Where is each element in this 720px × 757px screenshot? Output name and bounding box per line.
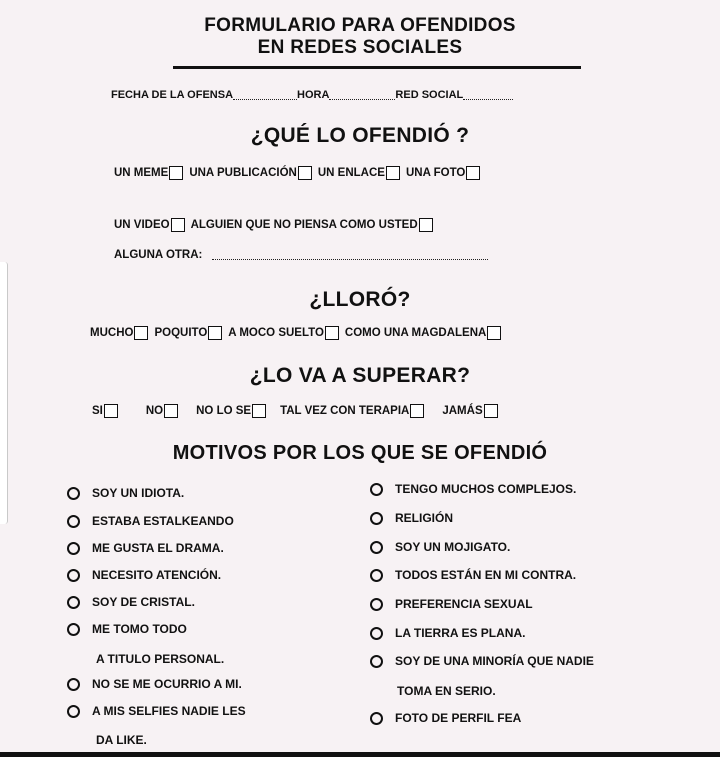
question-lloro: ¿LLORÓ? [309,288,411,311]
checkbox[interactable] [484,404,498,418]
question-que-lo-ofendio: ¿QUÉ LO OFENDIÓ ? [250,124,470,147]
option-publicacion[interactable]: UNA PUBLICACIÓN [189,166,312,180]
form-title-line2: EN REDES SOCIALES [257,37,463,58]
hora-label: HORA [297,89,330,101]
radio-circle[interactable] [67,623,80,636]
checkbox[interactable] [104,404,118,418]
radio-circle[interactable] [67,596,80,609]
motivo-left-6-cont: A TITULO PERSONAL. [96,652,225,666]
checkbox[interactable] [487,326,501,340]
option-magdalena[interactable]: COMO UNA MAGDALENA [345,326,501,340]
fecha-field[interactable] [233,90,297,100]
q3-options-row [92,404,504,418]
radio-circle[interactable] [370,541,383,554]
option-no-lo-se[interactable]: NO LO SE [196,404,266,418]
motivo-right-2[interactable]: RELIGIÓN [370,511,453,525]
radio-circle[interactable] [370,598,383,611]
motivo-right-1[interactable]: TENGO MUCHOS COMPLEJOS. [370,482,576,496]
motivo-right-7-cont: TOMA EN SERIO. [397,684,496,698]
radio-circle[interactable] [67,569,80,582]
motivo-left-2[interactable]: ESTABA ESTALKEANDO [67,514,234,528]
motivo-left-6[interactable]: ME TOMO TODO [67,622,187,636]
option-foto[interactable]: UNA FOTO [406,166,480,180]
checkbox[interactable] [325,326,339,340]
bottom-border [0,752,720,757]
checkbox[interactable] [410,404,424,418]
other-label: ALGUNA OTRA: [114,249,203,261]
radio-circle[interactable] [67,487,80,500]
title-underline [173,66,581,69]
radio-circle[interactable] [370,627,383,640]
red-social-label: RED SOCIAL [395,89,464,101]
checkbox[interactable] [208,326,222,340]
motivo-right-6[interactable]: LA TIERRA ES PLANA. [370,626,525,640]
checkbox[interactable] [298,166,312,180]
radio-circle[interactable] [370,483,383,496]
motivo-left-7[interactable]: NO SE ME OCURRIO A MI. [67,677,242,691]
motivo-right-5[interactable]: PREFERENCIA SEXUAL [370,597,533,611]
other-field[interactable] [212,250,488,260]
radio-circle[interactable] [370,712,383,725]
motivo-right-7[interactable]: SOY DE UNA MINORÍA QUE NADIE [370,654,594,668]
motivo-right-8[interactable]: FOTO DE PERFIL FEA [370,711,521,725]
checkbox[interactable] [171,218,185,232]
option-alguien[interactable]: ALGUIEN QUE NO PIENSA COMO USTED [191,218,433,232]
radio-circle[interactable] [67,542,80,555]
option-no[interactable]: NO [146,404,178,418]
checkbox[interactable] [252,404,266,418]
question-lo-va-a-superar: ¿LO VA A SUPERAR? [249,364,471,387]
hora-field[interactable] [329,90,395,100]
checkbox[interactable] [134,326,148,340]
motivo-left-8-cont: DA LIKE. [96,733,147,747]
radio-circle[interactable] [67,515,80,528]
form-title-line1: FORMULARIO PARA OFENDIDOS [204,15,516,36]
radio-circle[interactable] [370,512,383,525]
option-video[interactable]: UN VIDEO [114,218,185,232]
motivo-left-5[interactable]: SOY DE CRISTAL. [67,595,195,609]
option-jamas[interactable]: JAMÁS [442,404,497,418]
option-terapia[interactable]: TAL VEZ CON TERAPIA [280,404,424,418]
option-mucho[interactable]: MUCHO [90,326,148,340]
option-moco-suelto[interactable]: A MOCO SUELTO [228,326,339,340]
motivo-left-8[interactable]: A MIS SELFIES NADIE LES [67,704,246,718]
option-poquito[interactable]: POQUITO [154,326,222,340]
red-social-field[interactable] [463,90,513,100]
motivo-right-4[interactable]: TODOS ESTÁN EN MI CONTRA. [370,568,576,582]
q1-other-row [114,249,488,261]
q2-options-row [90,326,507,340]
motivos-heading: MOTIVOS POR LOS QUE SE OFENDIÓ [172,442,548,464]
checkbox[interactable] [169,166,183,180]
checkbox[interactable] [164,404,178,418]
option-enlace[interactable]: UN ENLACE [318,166,400,180]
motivo-left-3[interactable]: ME GUSTA EL DRAMA. [67,541,224,555]
fecha-label: FECHA DE LA OFENSA [111,89,234,101]
q1-options-row1 [114,166,486,180]
option-si[interactable]: SI [92,404,118,418]
checkbox[interactable] [466,166,480,180]
radio-circle[interactable] [67,678,80,691]
radio-circle[interactable] [67,705,80,718]
motivo-right-3[interactable]: SOY UN MOJIGATO. [370,540,510,554]
fields-row [111,89,513,101]
motivo-left-1[interactable]: SOY UN IDIOTA. [67,486,184,500]
checkbox[interactable] [386,166,400,180]
radio-circle[interactable] [370,655,383,668]
radio-circle[interactable] [370,569,383,582]
motivo-left-4[interactable]: NECESITO ATENCIÓN. [67,568,221,582]
option-meme[interactable]: UN MEME [114,166,183,180]
q1-options-row2 [114,218,439,232]
checkbox[interactable] [419,218,433,232]
